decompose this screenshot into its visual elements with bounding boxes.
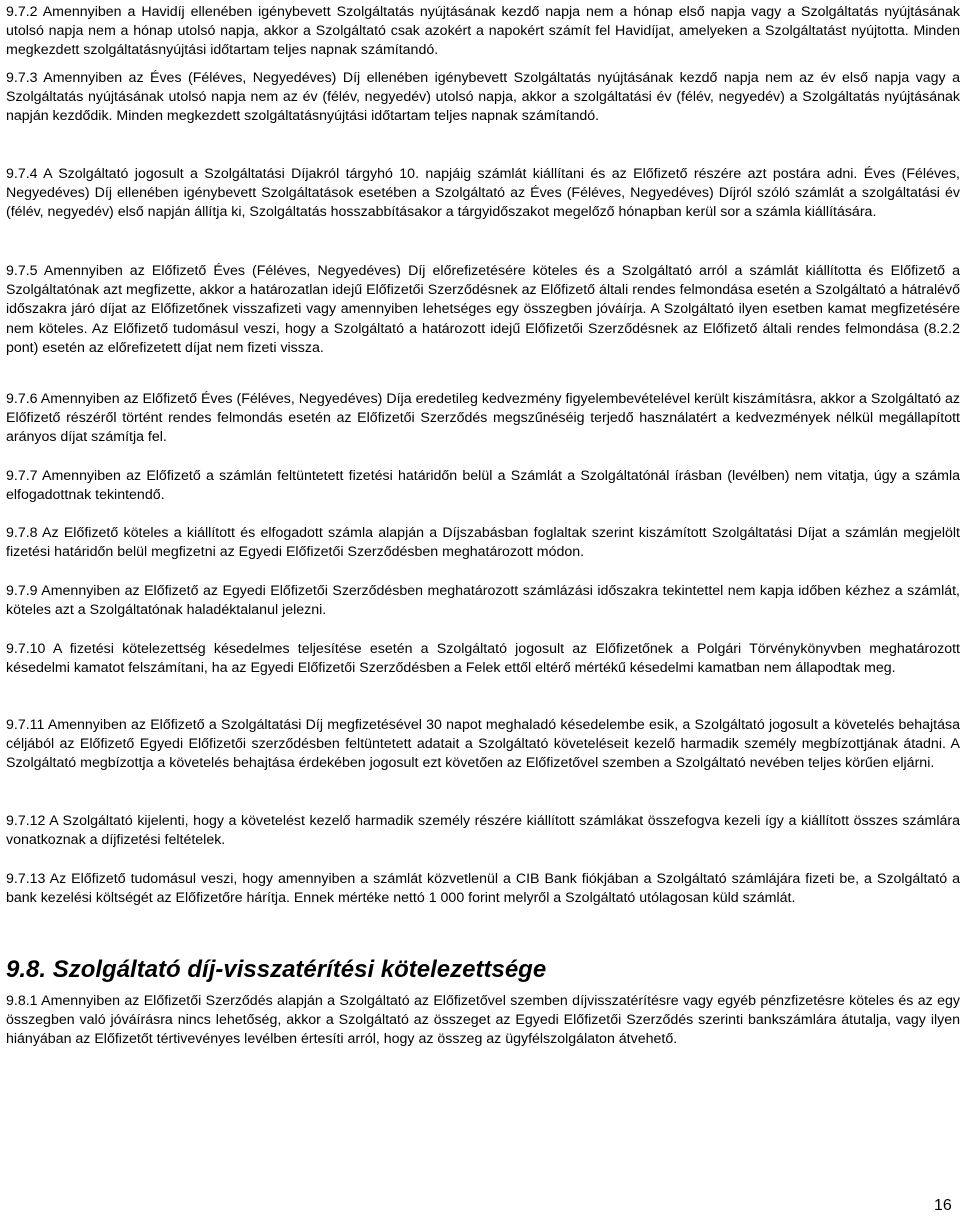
paragraph-9-7-9: 9.7.9 Amennyiben az Előfizető az Egyedi Előfizetői Szerződésben meghatározott számlázási időszakra tekintettel nem kapja időben kézhez a számlát, köteles azt a Szolgáltatónak haladéktalanul jelezni. xyxy=(6,583,960,619)
paragraph-9-7-3: 9.7.3 Amennyiben az Éves (Féléves, Negyedéves) Díj ellenében igénybevett Szolgáltatás nyújtásának kezdő napja nem az év első napja vagy a Szolgáltatás nyújtásának utolsó napja nem az év (félév, negyedév) utolsó napja, akkor a szolgáltatási év (félév, negyedév) a Szolgáltatás nyújtásának napján kezdődik. Minden megkezdett szolgáltatásnyújtási időtartam teljes napnak számítandó. xyxy=(6,70,960,125)
paragraph-9-7-13: 9.7.13 Az Előfizető tudomásul veszi, hogy amennyiben a számlát közvetlenül a CIB Bank fiókjában a Szolgáltató számlájára fizeti be, a Szolgáltató a bank kezelési költségét az Előfizetőre hárítja. Ennek mértéke nettó 1 000 forint melyről a Szolgáltató utólagosan küld számlát. xyxy=(6,871,960,907)
paragraph-9-7-4: 9.7.4 A Szolgáltató jogosult a Szolgáltatási Díjakról tárgyhó 10. napjáig számlát kiállítani és az Előfizető részére azt postára adni. Éves (Féléves, Negyedéves) Díj ellenében igénybevett Szolgáltatások esetében a Szolgáltató az Éves (Féléves, Negyedéves) Díjról szóló számlát a szolgáltatási év (félév, negyedév) első napján állítja ki, Szolgáltatás hosszabbításakor a tárgyidőszakot megelőző hónapban kerül sor a számla kiállítására. xyxy=(6,166,960,221)
paragraph-9-7-12: 9.7.12 A Szolgáltató kijelenti, hogy a követelést kezelő harmadik személy részére kiállított számlákat összefogva kezeli így a kiállított összes számlára vonatkoznak a díjfizetési feltételek. xyxy=(6,813,960,849)
paragraph-9-7-2: 9.7.2 Amennyiben a Havidíj ellenében igénybevett Szolgáltatás nyújtásának kezdő napja nem a hónap első napja vagy a Szolgáltatás nyújtásának utolsó napja nem a hónap utolsó napja, akkor a Szolgáltató csak azokért a napokért számít fel Havidíjat, amelyeken a Szolgáltatást nyújtotta. Minden megkezdett szolgáltatásnyújtási időtartam teljes napnak számítandó. xyxy=(6,4,960,59)
section-heading: 9.8. Szolgáltató díj-visszatérítési kötelezettsége xyxy=(6,956,547,983)
paragraph-9-7-5: 9.7.5 Amennyiben az Előfizető Éves (Féléves, Negyedéves) Díj előrefizetésére köteles és a Szolgáltató arról a számlát kiállította és Előfizető a Szolgáltatónak azt megfizette, akkor a határozatlan idejű Előfizetői Szerződésnek az Előfizető általi rendes felmondása esetén a Szolgáltató a hátralévő időszakra járó díjat az Előfizetőnek visszafizeti vagy amennyiben lehetséges egy összegben jóváírja. A Szolgáltató ilyen esetben kamat megfizetésére nem köteles. Az Előfizető tudomásul veszi, hogy a Szolgáltató a határozott idejű Előfizetői Szerződésnek az Előfizető általi rendes felmondása (8.2.2 pont) esetén az előrefizetett díjat nem fizeti vissza. xyxy=(6,263,960,356)
paragraph-9-7-7: 9.7.7 Amennyiben az Előfizető a számlán feltüntetett fizetési határidőn belül a Számlát a Szolgáltatónál írásban (levélben) nem vitatja, úgy a számla elfogadottnak tekintendő. xyxy=(6,468,960,504)
paragraph-9-7-8: 9.7.8 Az Előfizető köteles a kiállított és elfogadott számla alapján a Díjszabásban foglaltak szerint kiszámított Szolgáltatási Díjat a számlán megjelölt fizetési határidőn belül megfizetni az Egyedi Előfizetői Szerződésben meghatározott módon. xyxy=(6,525,960,561)
paragraph-9-7-10: 9.7.10 A fizetési kötelezettség késedelmes teljesítése esetén a Szolgáltató jogosult az Előfizetőnek a Polgári Törvénykönyvben meghatározott késedelmi kamatot felszámítani, ha az Egyedi Előfizetői Szerződésben a Felek ettől eltérő mértékű késedelmi kamatban nem állapodtak meg. xyxy=(6,641,960,677)
paragraph-9-7-6: 9.7.6 Amennyiben az Előfizető Éves (Féléves, Negyedéves) Díja eredetileg kedvezmény figyelembevételével került kiszámításra, akkor a Szolgáltató az Előfizető részéről történt rendes felmondás esetén az Előfizetői Szerződés megszűnéséig terjedő használatért a kedvezmények nélkül megállapított arányos díjat számítja fel. xyxy=(6,391,960,446)
paragraph-9-7-11: 9.7.11 Amennyiben az Előfizető a Szolgáltatási Díj megfizetésével 30 napot meghaladó késedelembe esik, a Szolgáltató jogosult a követelés behajtása céljából az Előfizető Egyedi Előfizetői szerződésben feltüntetett adatait a Szolgáltató követeléseit kezelő harmadik személy megbízottjának átadni. A Szolgáltató megbízottja a követelés behajtása érdekében jogosult ezt követően az Előfizetővel szemben a Szolgáltató nevében teljes körűen eljárni. xyxy=(6,717,960,772)
paragraph-9-8-1: 9.8.1 Amennyiben az Előfizetői Szerződés alapján a Szolgáltató az Előfizetővel szemben díjvisszatérítésre vagy egyéb pénzfizetésre köteles és az egy összegben való jóváírásra nincs lehetőség, akkor a Szolgáltató az összeget az Egyedi Előfizetői Szerződés szerinti bankszámlára átutalja, vagy ilyen hiányában az Előfizetőt tértivevényes levélben értesíti arról, hogy az összeg az ügyfélszolgálaton átvehető. xyxy=(6,993,960,1048)
page-number: 16 xyxy=(934,1197,952,1214)
